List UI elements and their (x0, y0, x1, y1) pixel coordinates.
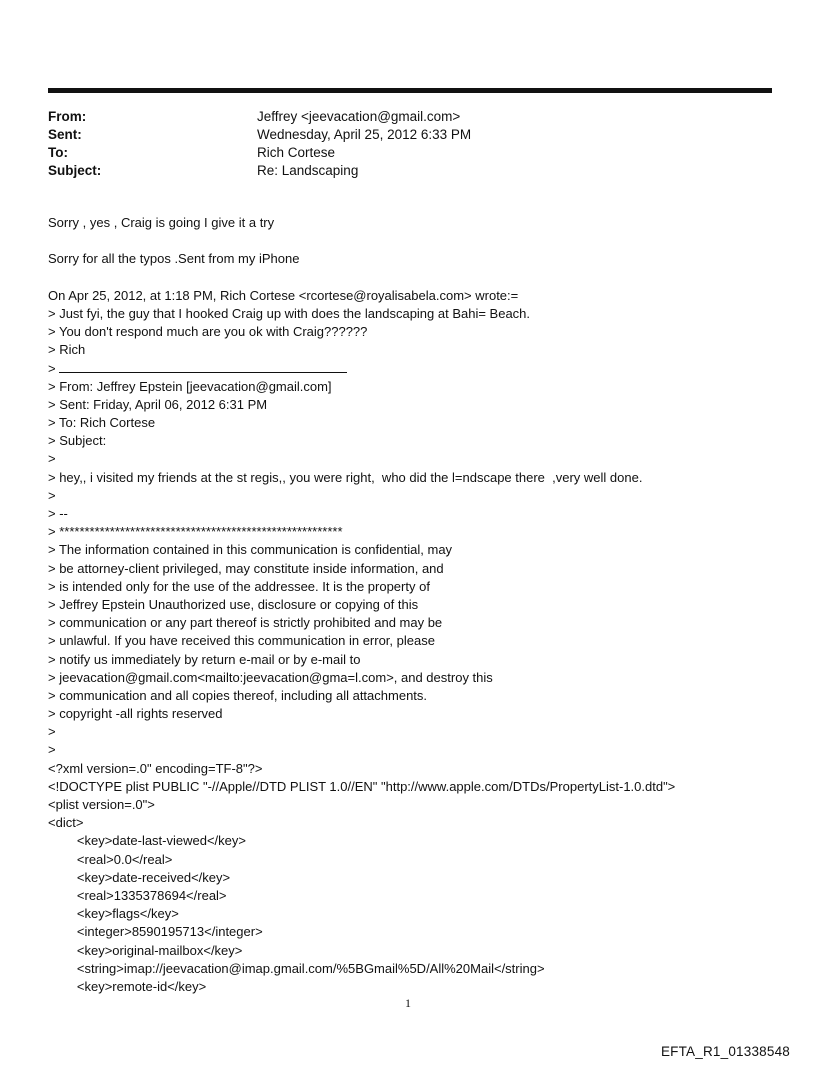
text-line: > unlawful. If you have received this communication in error, please (48, 633, 435, 649)
text-line: > (48, 487, 56, 503)
text-line: <key>flags</key> (48, 906, 179, 922)
text-line: <integer>8590195713</integer> (48, 924, 263, 940)
quote-block-2 (48, 378, 788, 760)
text-line: > (48, 451, 56, 467)
text-line: > To: Rich Cortese (48, 415, 156, 431)
text-line: > be attorney-client privileged, may constitute inside information, and (48, 560, 444, 576)
text-line: > Rich (48, 342, 86, 358)
text-line: > is intended only for the use of the addressee. It is the property of (48, 578, 430, 594)
from-value: Jeffrey <jeevacation@gmail.com> (257, 109, 461, 124)
to-label: To: (48, 145, 68, 160)
from-label: From: (48, 109, 87, 124)
text-line: <key>remote-id</key> (48, 978, 207, 994)
text-line: <key>date-last-viewed</key> (48, 833, 246, 849)
text-line: <string>imap://jeevacation@imap.gmail.com/%5BGmail%5D/All%20Mail</string> (48, 960, 545, 976)
quote-separator-prefix: > (48, 360, 56, 376)
text-line: > notify us immediately by return e-mail or by e-mail to (48, 651, 361, 667)
text-line: <?xml version=.0" encoding=TF-8"?> (48, 760, 263, 776)
reply-line: Sorry , yes , Craig is going I give it a try (48, 215, 275, 230)
text-line: <key>original-mailbox</key> (48, 942, 243, 958)
text-line: > The information contained in this communication is confidential, may (48, 542, 453, 558)
header-rule (48, 88, 772, 93)
page-number: 1 (405, 996, 411, 1010)
quoted-intro: On Apr 25, 2012, at 1:18 PM, Rich Cortese <rcortese@royalisabela.com> wrote:= (48, 287, 519, 303)
email-body (48, 214, 788, 996)
subject-value: Re: Landscaping (257, 163, 359, 178)
text-line: > (48, 742, 56, 758)
separator-rule (59, 360, 347, 373)
text-line: <dict> (48, 815, 84, 831)
sent-value: Wednesday, April 25, 2012 6:33 PM (257, 127, 472, 142)
text-line: > ******************************************************** (48, 524, 343, 540)
text-line: > -- (48, 506, 68, 521)
sent-label: Sent: (48, 127, 82, 142)
text-line: > communication or any part thereof is strictly prohibited and may be (48, 615, 443, 631)
text-line: > Jeffrey Epstein Unauthorized use, disclosure or copying of this (48, 596, 419, 612)
quote-separator (48, 360, 788, 378)
text-line: <key>date-received</key> (48, 869, 231, 885)
text-line: > (48, 724, 56, 740)
text-line: > Just fyi, the guy that I hooked Craig up with does the landscaping at Bahi= Beach. (48, 305, 531, 321)
text-line: > hey,, i visited my friends at the st regis,, you were right, who did the l=ndscape there ,very well done. (48, 469, 643, 485)
text-line: <plist version=.0"> (48, 797, 155, 812)
text-line: <!DOCTYPE plist PUBLIC "-//Apple//DTD PLIST 1.0//EN" "http://www.apple.com/DTDs/PropertyList-1.0.dtd"> (48, 778, 676, 794)
text-line: > jeevacation@gmail.com<mailto:jeevacation@gma=l.com>, and destroy this (48, 669, 493, 685)
text-line: > communication and all copies thereof, including all attachments. (48, 687, 428, 703)
quote-block-1 (48, 305, 788, 360)
text-line: > From: Jeffrey Epstein [jeevacation@gmail.com] (48, 378, 332, 394)
to-value: Rich Cortese (257, 145, 336, 160)
text-line: <real>0.0</real> (48, 851, 173, 867)
text-line: > Subject: (48, 433, 107, 449)
text-line: > copyright -all rights reserved (48, 706, 223, 722)
xml-block (48, 760, 788, 996)
text-line: > Sent: Friday, April 06, 2012 6:31 PM (48, 396, 268, 412)
document-id: EFTA_R1_01338548 (660, 1044, 790, 1059)
subject-label: Subject: (48, 163, 102, 178)
text-line: > You don't respond much are you ok with Craig?????? (48, 324, 368, 340)
typos-line: Sorry for all the typos .Sent from my iPhone (48, 251, 300, 267)
text-line: <real>1335378694</real> (48, 887, 227, 903)
